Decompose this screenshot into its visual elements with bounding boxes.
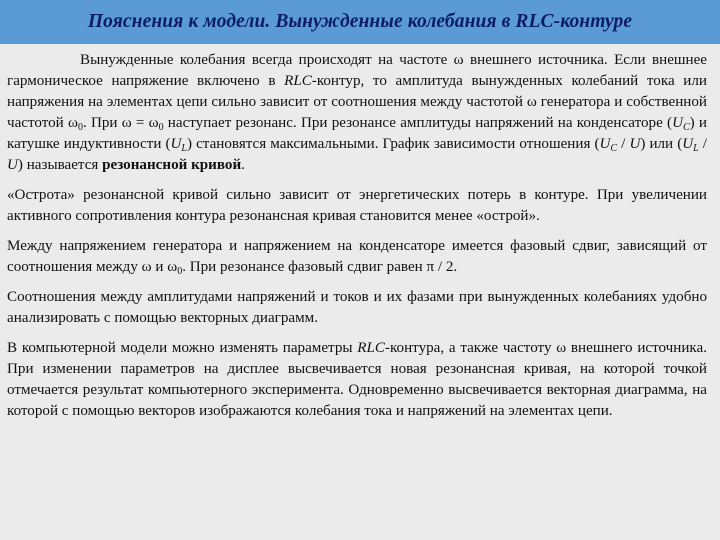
resonance-curve-term: резонансной кривой xyxy=(102,157,242,173)
subscript: 0 xyxy=(158,122,164,133)
text-run: В компьютерной модели можно изменять параметры xyxy=(7,340,358,356)
symbol-u: U xyxy=(7,157,18,173)
text-run: ) или ( xyxy=(640,136,683,152)
subscript: C xyxy=(610,143,618,154)
text-run: ) становятся максимальными. График зависимости отношения ( xyxy=(186,136,600,152)
text-run: . При ω = ω xyxy=(82,115,159,131)
text-run: -контура, а также частоту ω внешнего источника. При изменении параметров на дисплее высвечивается новая резонансная кривая, на которой точкой отмечается результат компьютерного эксперимента. Одновременно высвечивается векторная диаграмма, на которой с помощью векторов изображаются колебания тока и напряжений на элементах цепи. xyxy=(7,340,707,419)
subscript: L xyxy=(181,143,187,154)
text-run: . xyxy=(241,157,245,173)
paragraph-vector-diagrams: Соотношения между амплитудами напряжений и токов и их фазами при вынужденных колебаниях удобно анализировать с помощью векторных диаграмм. xyxy=(7,289,707,326)
rlc-term: RLC xyxy=(357,340,385,356)
slide-title: Пояснения к модели. Вынужденные колебания в RLC-контуре xyxy=(87,11,633,32)
text-run: Вынужденные колебания всегда происходят на частоте ω внешнего источника. Если внешнее гармоническое напряжение включено в xyxy=(7,52,707,89)
symbol-u: U xyxy=(672,115,683,131)
text-run: / xyxy=(617,136,630,152)
paragraph-forced-oscillations xyxy=(7,50,707,176)
subscript: C xyxy=(682,122,690,133)
subscript: 0 xyxy=(77,122,83,133)
symbol-u: U xyxy=(682,136,694,152)
subscript: L xyxy=(693,143,699,154)
title-bar xyxy=(0,0,720,44)
subscript: 0 xyxy=(177,266,183,277)
text-run: наступает резонанс. При резонансе амплитуды напряжений на конденсаторе ( xyxy=(163,115,673,131)
symbol-u: U xyxy=(599,136,611,152)
text-run: . При резонансе фазовый сдвиг равен π / 2. xyxy=(182,259,458,275)
text-run: ) и катушке индуктивности ( xyxy=(7,115,707,152)
symbol-u: U xyxy=(629,136,641,152)
symbol-u: U xyxy=(170,136,182,152)
paragraph-sharpness: «Острота» резонансной кривой сильно зависит от энергетических потерь в контуре. При увеличении активного сопротивления контура резонансная кривая становится менее «острой». xyxy=(7,187,707,224)
text-run: Между напряжением генератора и напряжением на конденсаторе имеется фазовый сдвиг, зависящий от соотношения между ω и ω xyxy=(7,238,707,275)
paragraph-computer-model xyxy=(7,338,707,422)
text-body xyxy=(7,50,707,431)
text-run: -контур, то амплитуда вынужденных колебаний тока или напряжения на элементах цепи сильно зависит от соотношения между частотой ω генератора и собственной частотой ω xyxy=(7,73,707,131)
text-run: / xyxy=(698,136,707,152)
paragraph-phase-shift xyxy=(7,236,707,278)
text-run: ) называется xyxy=(17,157,103,173)
rlc-term: RLC xyxy=(284,73,312,89)
